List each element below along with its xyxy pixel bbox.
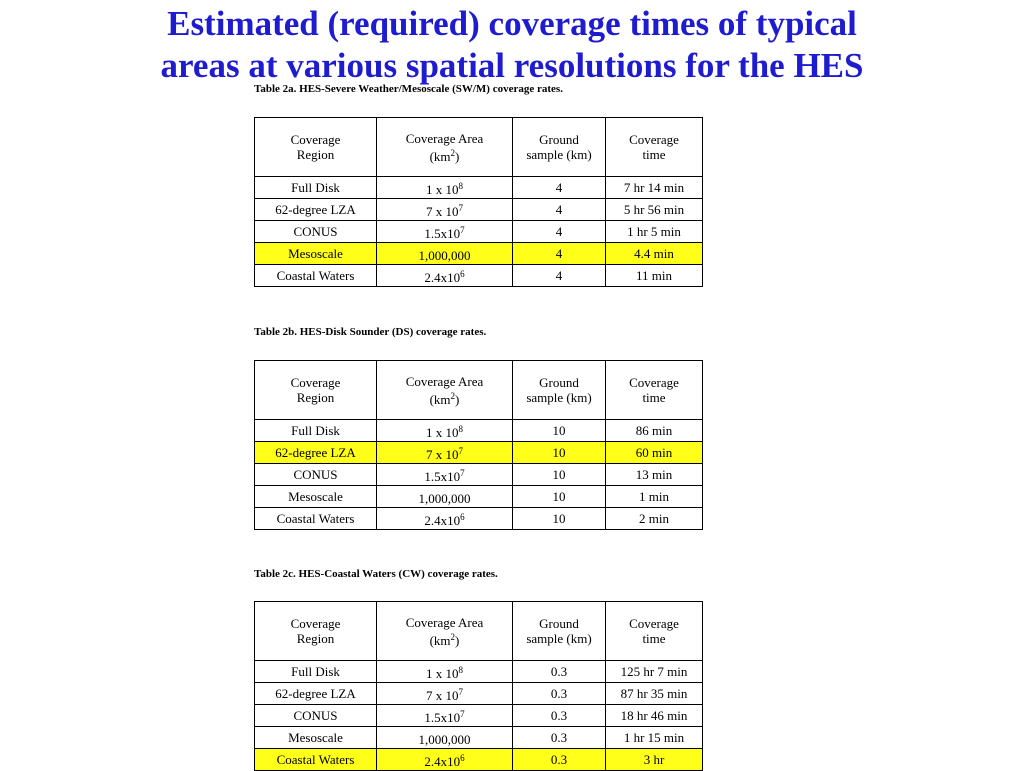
cell-coverage-time: 1 hr 5 min bbox=[606, 221, 703, 243]
cell-coverage-time: 7 hr 14 min bbox=[606, 177, 703, 199]
cell-coverage-time: 13 min bbox=[606, 464, 703, 486]
cell-coverage-area: 7 x $10^7$ bbox=[377, 442, 513, 464]
cell-coverage-region: Full Disk bbox=[255, 420, 377, 442]
cell-coverage-time: 1 min bbox=[606, 486, 703, 508]
cell-ground-sample: 10 bbox=[513, 508, 606, 530]
header-ground-sample: Ground sample (km) bbox=[513, 361, 606, 420]
cell-coverage-region: Mesoscale bbox=[255, 486, 377, 508]
cell-ground-sample: 0.3 bbox=[513, 683, 606, 705]
cell-coverage-region: Coastal Waters bbox=[255, 749, 377, 771]
cell-coverage-area: 1 x $10^8$ bbox=[377, 661, 513, 683]
cell-ground-sample: 10 bbox=[513, 464, 606, 486]
table-2a-caption: Table 2a. HES-Severe Weather/Mesoscale (SW/M) coverage rates. bbox=[254, 83, 563, 95]
header-coverage-time: Coverage time bbox=[606, 118, 703, 177]
cell-coverage-region: 62-degree LZA bbox=[255, 442, 377, 464]
cell-coverage-area: 7 x $10^7$ bbox=[377, 683, 513, 705]
header-coverage-area: Coverage Area $(km^2)$ bbox=[377, 602, 513, 661]
cell-coverage-time: 86 min bbox=[606, 420, 703, 442]
cell-ground-sample: 0.3 bbox=[513, 727, 606, 749]
table-row bbox=[255, 199, 703, 221]
cell-coverage-region: CONUS bbox=[255, 464, 377, 486]
table-row bbox=[255, 265, 703, 287]
title-line-2: areas at various spatial resolutions for the HES bbox=[160, 46, 864, 85]
table-row bbox=[255, 177, 703, 199]
cell-ground-sample: 0.3 bbox=[513, 661, 606, 683]
table-row bbox=[255, 486, 703, 508]
cell-coverage-time: 18 hr 46 min bbox=[606, 705, 703, 727]
cell-ground-sample: 4 bbox=[513, 221, 606, 243]
table-2c bbox=[254, 601, 703, 771]
header-coverage-time: Coverage time bbox=[606, 361, 703, 420]
table-row bbox=[255, 442, 703, 464]
cell-coverage-time: 60 min bbox=[606, 442, 703, 464]
table-row bbox=[255, 221, 703, 243]
cell-coverage-region: CONUS bbox=[255, 221, 377, 243]
header-row bbox=[255, 361, 703, 420]
table-row bbox=[255, 749, 703, 771]
cell-coverage-area: $2.4x10^6$ bbox=[377, 749, 513, 771]
cell-coverage-region: Full Disk bbox=[255, 661, 377, 683]
header-row bbox=[255, 118, 703, 177]
page-title bbox=[0, 3, 1024, 87]
cell-coverage-region: 62-degree LZA bbox=[255, 683, 377, 705]
cell-coverage-region: 62-degree LZA bbox=[255, 199, 377, 221]
cell-coverage-time: 5 hr 56 min bbox=[606, 199, 703, 221]
table-row bbox=[255, 508, 703, 530]
table-row bbox=[255, 705, 703, 727]
cell-coverage-area: $1.5x10^7$ bbox=[377, 464, 513, 486]
table-2c-caption: Table 2c. HES-Coastal Waters (CW) coverage rates. bbox=[254, 568, 498, 580]
table-row bbox=[255, 243, 703, 265]
cell-coverage-region: Mesoscale bbox=[255, 243, 377, 265]
cell-ground-sample: 4 bbox=[513, 199, 606, 221]
cell-coverage-region: Mesoscale bbox=[255, 727, 377, 749]
table-2b bbox=[254, 360, 703, 530]
header-coverage-region: Coverage Region bbox=[255, 118, 377, 177]
cell-coverage-area: 1,000,000 bbox=[377, 727, 513, 749]
header-coverage-region: Coverage Region bbox=[255, 361, 377, 420]
cell-coverage-time: 11 min bbox=[606, 265, 703, 287]
cell-ground-sample: 10 bbox=[513, 420, 606, 442]
cell-coverage-time: 87 hr 35 min bbox=[606, 683, 703, 705]
cell-coverage-area: $1.5x10^7$ bbox=[377, 221, 513, 243]
header-row bbox=[255, 602, 703, 661]
cell-coverage-time: 125 hr 7 min bbox=[606, 661, 703, 683]
cell-coverage-area: 1 x $10^8$ bbox=[377, 177, 513, 199]
cell-coverage-area: 1,000,000 bbox=[377, 486, 513, 508]
cell-ground-sample: 10 bbox=[513, 486, 606, 508]
cell-coverage-time: 4.4 min bbox=[606, 243, 703, 265]
header-ground-sample: Ground sample (km) bbox=[513, 602, 606, 661]
table-row bbox=[255, 420, 703, 442]
header-ground-sample: Ground sample (km) bbox=[513, 118, 606, 177]
cell-coverage-time: 2 min bbox=[606, 508, 703, 530]
table-2a bbox=[254, 117, 703, 287]
cell-coverage-region: Coastal Waters bbox=[255, 265, 377, 287]
cell-coverage-area: 7 x $10^7$ bbox=[377, 199, 513, 221]
cell-ground-sample: 4 bbox=[513, 177, 606, 199]
table-row bbox=[255, 727, 703, 749]
table-2b-caption: Table 2b. HES-Disk Sounder (DS) coverage rates. bbox=[254, 326, 487, 338]
cell-coverage-area: $1.5x10^7$ bbox=[377, 705, 513, 727]
cell-ground-sample: 10 bbox=[513, 442, 606, 464]
cell-ground-sample: 4 bbox=[513, 265, 606, 287]
cell-coverage-area: 1 x $10^8$ bbox=[377, 420, 513, 442]
table-row bbox=[255, 661, 703, 683]
header-coverage-area: Coverage Area $(km^2)$ bbox=[377, 118, 513, 177]
cell-coverage-area: 1,000,000 bbox=[377, 243, 513, 265]
header-coverage-area: Coverage Area $(km^2)$ bbox=[377, 361, 513, 420]
cell-coverage-time: 3 hr bbox=[606, 749, 703, 771]
cell-coverage-region: CONUS bbox=[255, 705, 377, 727]
cell-coverage-area: $2.4x10^6$ bbox=[377, 508, 513, 530]
header-coverage-region: Coverage Region bbox=[255, 602, 377, 661]
cell-coverage-area: $2.4x10^6$ bbox=[377, 265, 513, 287]
cell-ground-sample: 4 bbox=[513, 243, 606, 265]
title-line-1: Estimated (required) coverage times of typical bbox=[167, 4, 857, 43]
cell-coverage-region: Coastal Waters bbox=[255, 508, 377, 530]
table-row bbox=[255, 683, 703, 705]
header-coverage-time: Coverage time bbox=[606, 602, 703, 661]
cell-coverage-region: Full Disk bbox=[255, 177, 377, 199]
cell-coverage-time: 1 hr 15 min bbox=[606, 727, 703, 749]
table-row bbox=[255, 464, 703, 486]
cell-ground-sample: 0.3 bbox=[513, 705, 606, 727]
cell-ground-sample: 0.3 bbox=[513, 749, 606, 771]
